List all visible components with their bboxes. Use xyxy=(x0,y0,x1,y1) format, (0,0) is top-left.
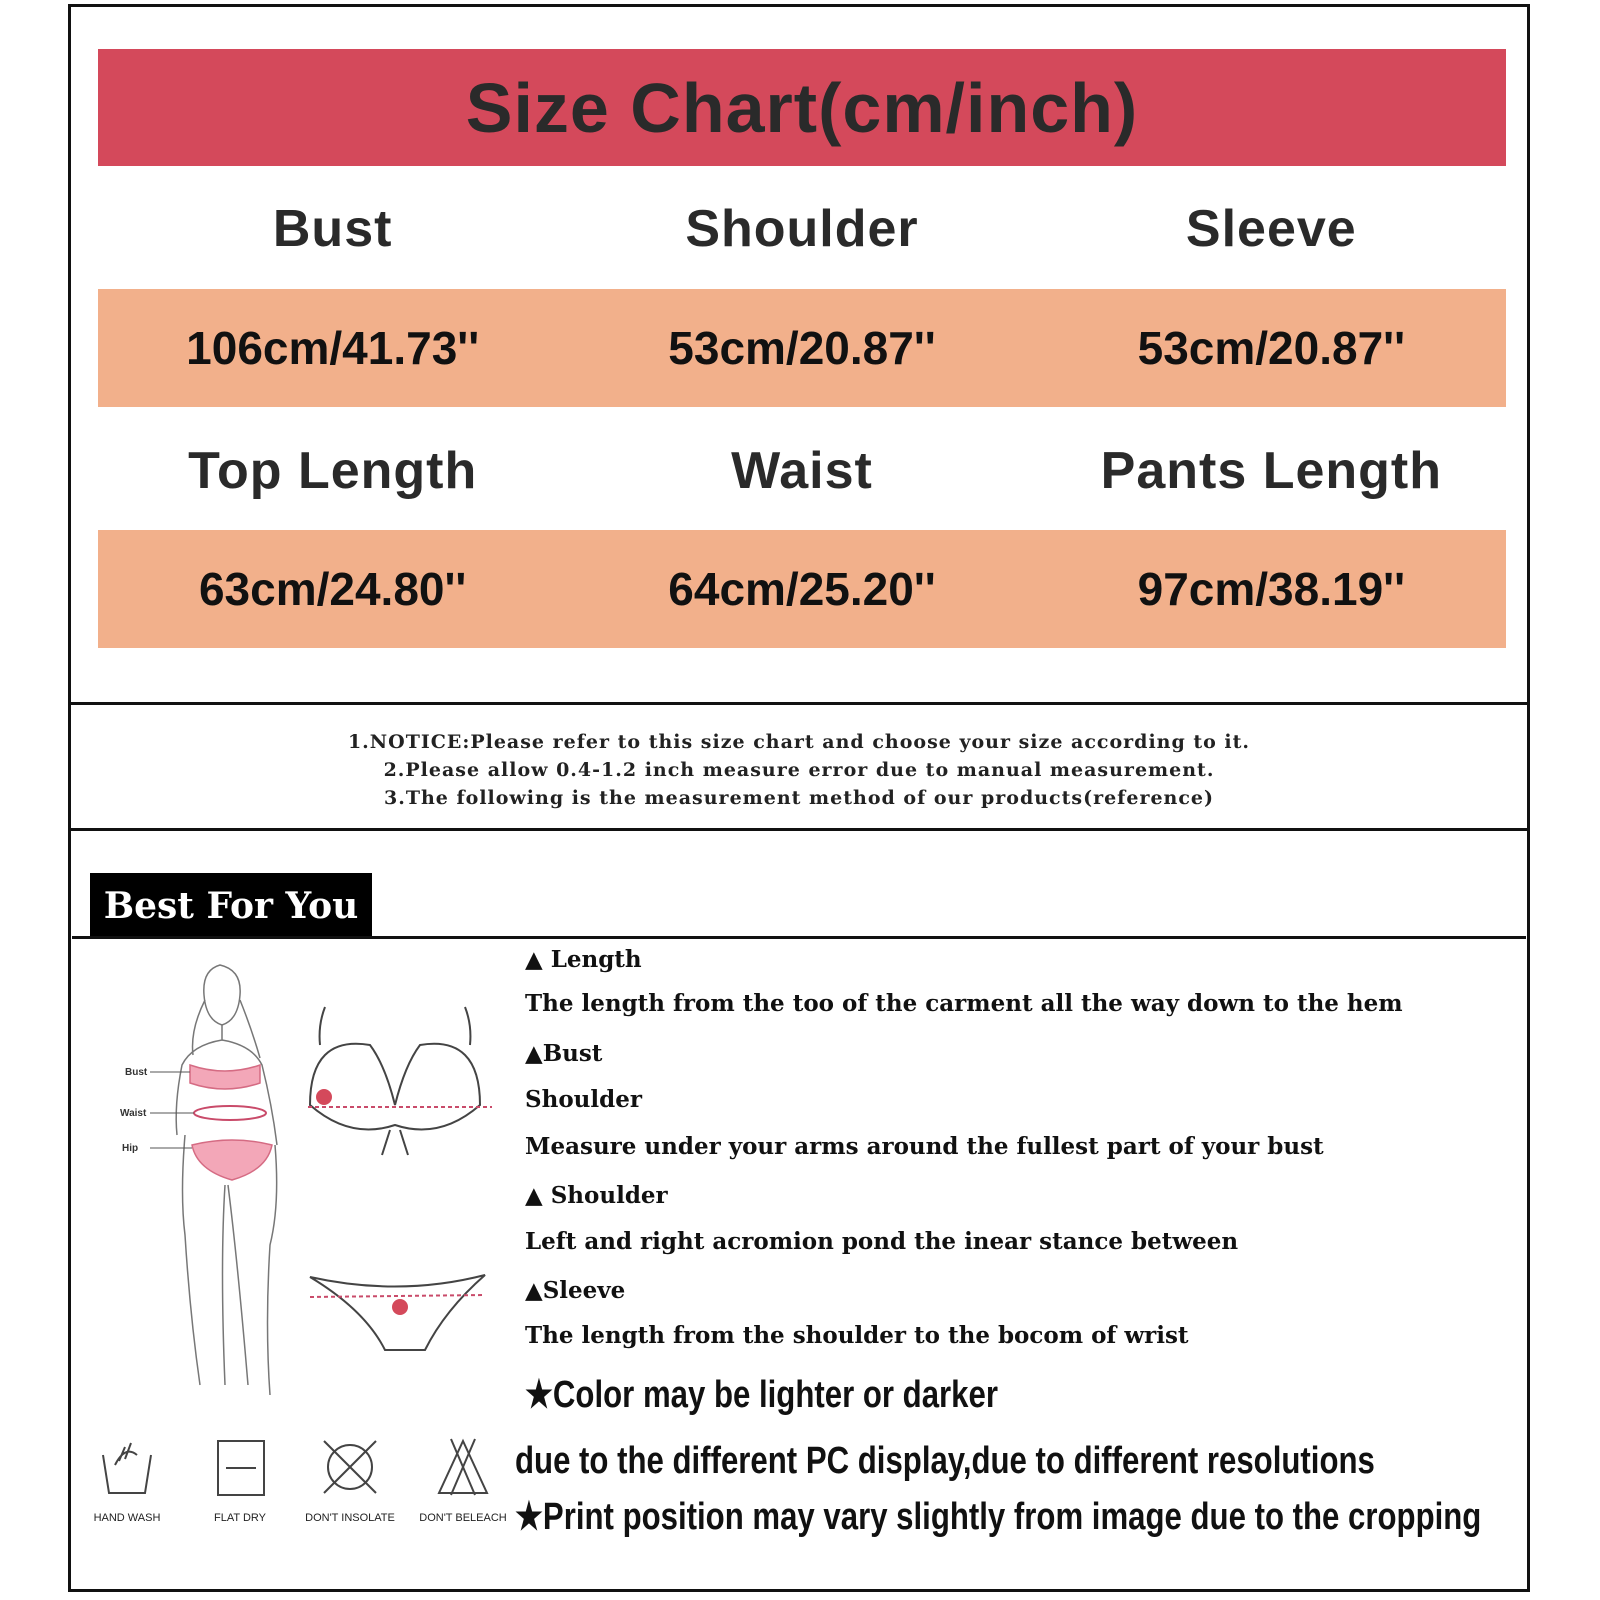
desc-bust-text: Measure under your arms around the fullest part of your bust xyxy=(525,1133,1324,1160)
notice-line-1: 1.NOTICE:Please refer to this size chart and choose your size according to it. xyxy=(347,731,1251,753)
value-top-length: 63cm/24.80'' xyxy=(198,563,467,615)
dont-insolate-icon xyxy=(318,1435,382,1499)
value-row-2 xyxy=(98,530,1506,648)
care-label-dont-insolate: DON'T INSOLATE xyxy=(305,1512,395,1524)
label-waist: Waist xyxy=(731,442,873,500)
label-shoulder: Shoulder xyxy=(685,200,919,258)
divider-bottom xyxy=(68,828,1530,831)
bikini-top-sketch xyxy=(190,1065,260,1089)
desc-length-text: The length from the too of the carment all the way down to the hem xyxy=(525,990,1403,1017)
best-for-you-tab xyxy=(90,873,372,939)
care-dont-bleach xyxy=(418,1435,508,1524)
figure-label-hip: Hip xyxy=(122,1143,139,1154)
desc-sleeve-title: ▲Sleeve xyxy=(525,1277,626,1304)
bikini-bottom-sketch xyxy=(192,1140,272,1180)
care-hand-wash xyxy=(92,1435,162,1524)
desc-sleeve-text: The length from the shoulder to the bocom of wrist xyxy=(525,1322,1189,1349)
header-row-1 xyxy=(98,171,1506,287)
value-row-1 xyxy=(98,289,1506,407)
notice-line-3: 3.The following is the measurement method of our products(reference) xyxy=(383,787,1214,809)
care-label-dont-bleach: DON'T BELEACH xyxy=(419,1512,507,1524)
hand-wash-icon xyxy=(97,1435,157,1499)
care-flat-dry xyxy=(205,1435,275,1524)
label-pants-length: Pants Length xyxy=(1100,442,1442,500)
figure-label-bust: Bust xyxy=(125,1067,148,1078)
label-sleeve: Sleeve xyxy=(1185,200,1357,258)
value-shoulder: 53cm/20.87'' xyxy=(668,322,936,374)
bra-diagram xyxy=(310,1007,480,1155)
note-print-position: ★Print position may vary slightly from image due to the cropping xyxy=(515,1496,1482,1538)
care-label-flat-dry: FLAT DRY xyxy=(214,1512,266,1524)
header-row-2 xyxy=(98,413,1506,529)
desc-shoulder-text: Left and right acromion pond the inear stance between xyxy=(525,1228,1239,1255)
desc-shoulder-title: ▲ Shoulder xyxy=(525,1182,668,1209)
value-pants-length: 97cm/38.19'' xyxy=(1137,563,1406,615)
page-title: Size Chart(cm/inch) xyxy=(465,68,1139,147)
measurement-figure xyxy=(110,955,510,1415)
care-label-hand-wash: HAND WASH xyxy=(93,1512,161,1524)
value-waist: 64cm/25.20'' xyxy=(668,563,936,615)
label-top-length: Top Length xyxy=(188,442,478,500)
figure-label-waist: Waist xyxy=(120,1108,147,1119)
value-sleeve: 53cm/20.87'' xyxy=(1137,322,1406,374)
note-display: due to the different PC display,due to different resolutions xyxy=(515,1440,1375,1482)
notice-block xyxy=(68,728,1530,812)
desc-bust-title: ▲Bust xyxy=(525,1040,603,1067)
flat-dry-icon xyxy=(210,1435,270,1499)
note-color: ★Color may be lighter or darker xyxy=(525,1374,998,1416)
label-bust: Bust xyxy=(272,200,393,258)
notice-line-2: 2.Please allow 0.4-1.2 inch measure error due to manual measurement. xyxy=(383,759,1215,781)
dont-bleach-icon xyxy=(431,1435,495,1499)
value-bust: 106cm/41.73'' xyxy=(186,322,480,374)
divider-top xyxy=(68,702,1530,705)
best-for-you-rule xyxy=(72,936,1526,939)
model-sketch xyxy=(176,965,277,1395)
care-dont-insolate xyxy=(305,1435,395,1524)
desc-length-title: ▲ Length xyxy=(525,946,642,973)
title-banner xyxy=(98,49,1506,166)
desc-bust-sub: Shoulder xyxy=(525,1086,642,1113)
best-for-you-label: Best For You xyxy=(103,885,359,927)
